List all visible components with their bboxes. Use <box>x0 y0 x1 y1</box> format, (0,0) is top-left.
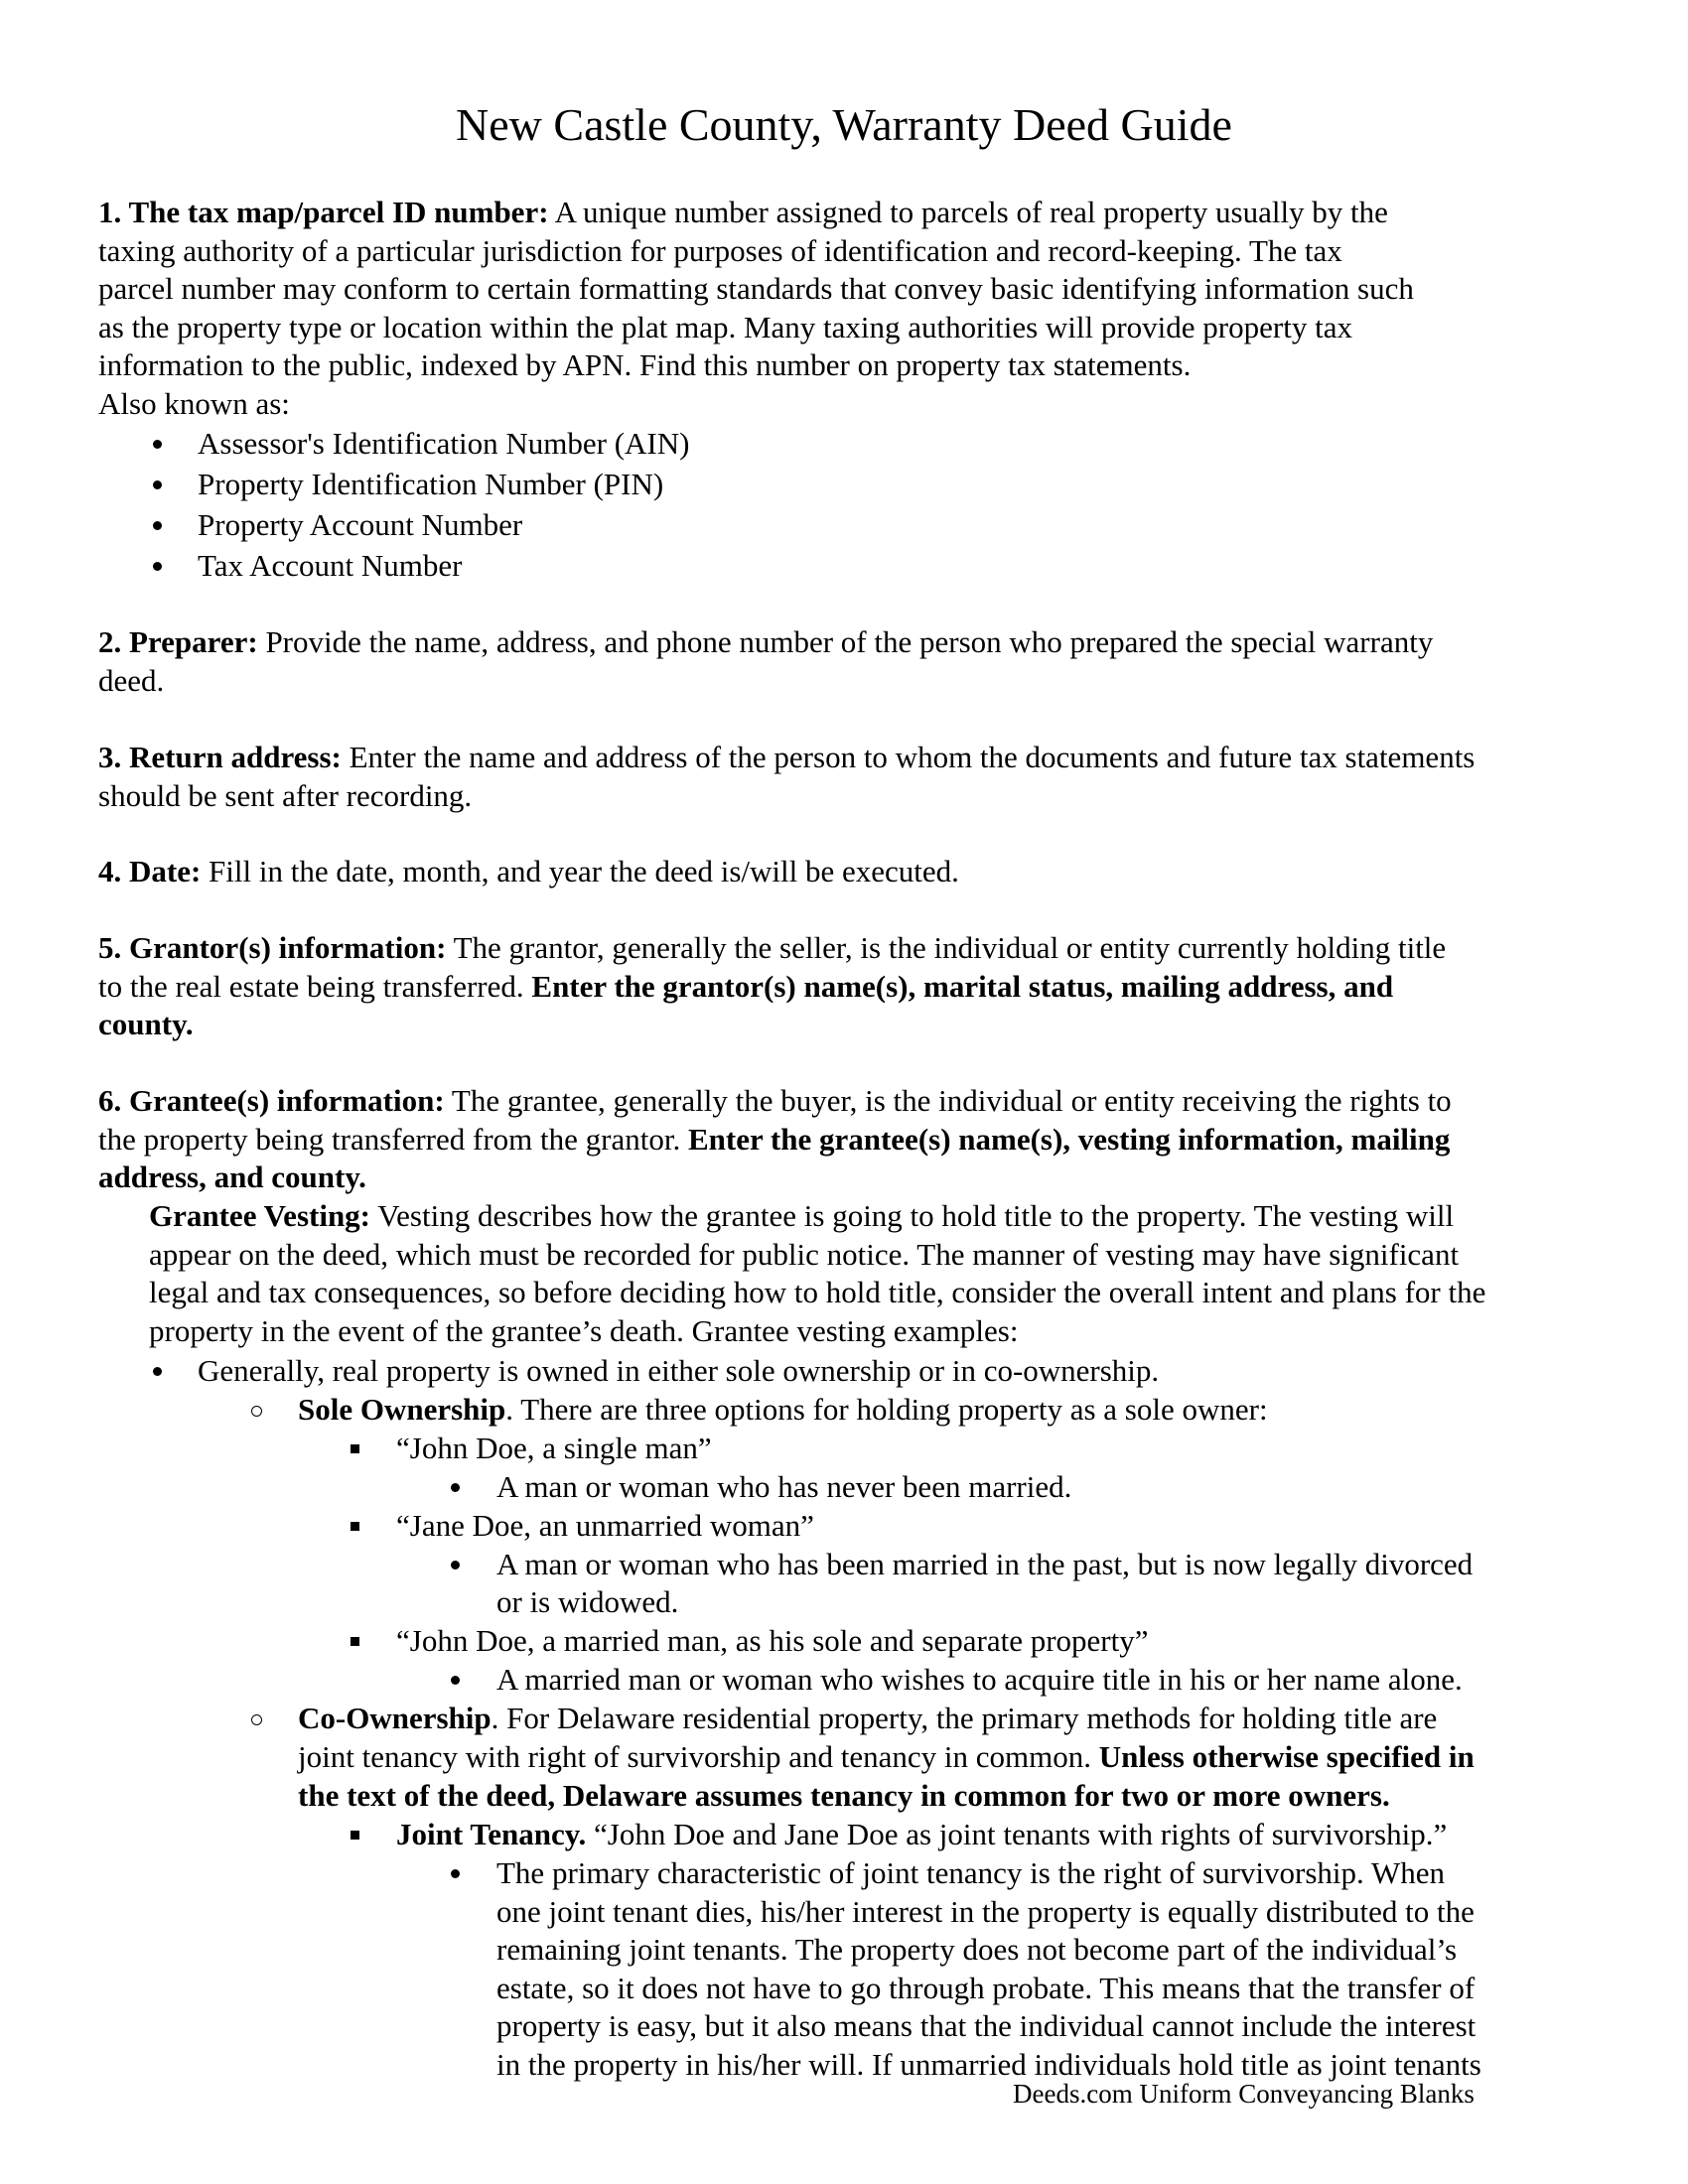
vesting-example: “John Doe, a married man, as his sole and separate property” <box>396 1623 1149 1658</box>
bullet-icon <box>153 1367 162 1376</box>
section-label: 2. Preparer: <box>98 624 258 659</box>
list-item: Tax Account Number <box>198 548 463 583</box>
page-footer: Deeds.com Uniform Conveyancing Blanks <box>1013 2079 1475 2109</box>
section-instruction: Enter the grantee(s) name(s), vesting information, mailing <box>687 1121 1451 1157</box>
section-text: deed. <box>98 662 165 698</box>
vesting-text: appear on the deed, which must be recorded for public notice. The manner of vesting may have significant <box>149 1236 1460 1272</box>
co-ownership-instruction: Unless otherwise specified in <box>1098 1739 1475 1774</box>
vesting-note: A man or woman who has never been married. <box>496 1469 1072 1504</box>
vesting-label: Grantee Vesting: <box>149 1198 371 1233</box>
bullet-icon <box>153 480 162 489</box>
vesting-example: “Jane Doe, an unmarried woman” <box>396 1508 814 1543</box>
section-tax-parcel-id <box>98 194 1588 423</box>
list-item: Assessor's Identification Number (AIN) <box>198 426 690 461</box>
note-line: in the property in his/her will. If unmarried individuals hold title as joint tenants <box>496 2046 1481 2082</box>
list-item-sole-ownership <box>298 1391 1268 1430</box>
section-text: The grantor, generally the seller, is the individual or entity currently holding title <box>446 930 1447 965</box>
section-text: parcel number may conform to certain formatting standards that convey basic identifying information such <box>98 271 1414 306</box>
section-preparer <box>98 623 1588 700</box>
square-bullet-icon <box>351 1444 359 1453</box>
vesting-text: Vesting describes how the grantee is going to hold title to the property. The vesting will <box>370 1198 1455 1233</box>
section-text: Enter the name and address of the person to whom the documents and future tax statements <box>341 740 1476 774</box>
co-ownership-line <box>298 1738 1475 1777</box>
note-line: The primary characteristic of joint tenancy is the right of survivorship. When <box>496 1855 1445 1890</box>
square-bullet-icon <box>351 1637 359 1646</box>
section-grantee-info <box>98 1082 1588 1197</box>
circle-bullet-icon <box>251 1714 262 1725</box>
circle-bullet-icon <box>251 1406 262 1417</box>
section-text: as the property type or location within the plat map. Many taxing authorities will provide property tax <box>98 309 1352 344</box>
section-grantor-info <box>98 929 1588 1044</box>
vesting-note: A man or woman who has been married in the past, but is now legally divorced <box>496 1547 1474 1581</box>
grantee-vesting <box>149 1197 1638 1350</box>
co-ownership-instruction: the text of the deed, Delaware assumes tenancy in common for two or more owners. <box>298 1778 1390 1813</box>
co-ownership-text: . For Delaware residential property, the primary methods for holding title are <box>491 1701 1438 1735</box>
list-item-joint-tenancy <box>396 1816 1447 1854</box>
section-text: the property being transferred from the grantor. <box>98 1121 688 1157</box>
co-ownership-label: Co-Ownership <box>298 1701 492 1735</box>
section-text: taxing authority of a particular jurisdiction for purposes of identification and record-keeping. The tax <box>98 232 1342 268</box>
vesting-note: or is widowed. <box>496 1584 679 1619</box>
list-item: Property Identification Number (PIN) <box>198 467 664 501</box>
joint-tenancy-label: Joint Tenancy. <box>396 1817 587 1851</box>
bullet-icon <box>153 562 162 571</box>
bullet-icon <box>153 440 162 449</box>
section-instruction: Enter the grantor(s) name(s), marital status, mailing address, and <box>531 968 1394 1004</box>
bullet-icon <box>451 1676 460 1685</box>
bullet-icon <box>153 521 162 530</box>
section-instruction: address, and county. <box>98 1160 366 1194</box>
section-instruction: county. <box>98 1007 194 1041</box>
list-item: Generally, real property is owned in either sole ownership or in co-ownership. <box>198 1353 1160 1388</box>
list-item-co-ownership <box>298 1700 1437 1738</box>
section-label: 6. Grantee(s) information: <box>98 1083 445 1118</box>
vesting-text: property in the event of the grantee’s death. Grantee vesting examples: <box>149 1312 1019 1348</box>
section-text: Provide the name, address, and phone number of the person who prepared the special warranty <box>257 624 1434 659</box>
sole-ownership-text: . There are three options for holding property as a sole owner: <box>505 1392 1268 1427</box>
vesting-text: legal and tax consequences, so before deciding how to hold title, consider the overall intent and plans for the <box>149 1275 1486 1309</box>
section-text: Fill in the date, month, and year the deed is/will be executed. <box>201 854 959 888</box>
vesting-example: “John Doe, a single man” <box>396 1431 712 1465</box>
note-line: estate, so it does not have to go through probate. This means that the transfer of <box>496 1970 1476 2005</box>
square-bullet-icon <box>351 1831 359 1840</box>
list-item: Property Account Number <box>198 507 523 542</box>
section-label: 5. Grantor(s) information: <box>98 930 447 965</box>
section-text: to the real estate being transferred. <box>98 968 532 1004</box>
section-text: A unique number assigned to parcels of real property usually by the <box>548 195 1388 229</box>
section-date <box>98 853 1588 891</box>
section-return-address <box>98 739 1588 815</box>
section-label: 1. The tax map/parcel ID number: <box>98 195 549 229</box>
section-text: The grantee, generally the buyer, is the individual or entity receiving the rights to <box>444 1083 1452 1118</box>
section-text: Also known as: <box>98 385 290 421</box>
note-line: one joint tenant dies, his/her interest in the property is equally distributed to the <box>496 1893 1475 1929</box>
vesting-note: A married man or woman who wishes to acquire title in his or her name alone. <box>496 1662 1463 1697</box>
note-line: remaining joint tenants. The property does not become part of the individual’s <box>496 1932 1458 1967</box>
co-ownership-text: joint tenancy with right of survivorship and tenancy in common. <box>298 1739 1099 1774</box>
sole-ownership-label: Sole Ownership <box>298 1392 506 1427</box>
joint-tenancy-note <box>496 1854 1638 2084</box>
bullet-icon <box>451 1483 460 1492</box>
section-text: should be sent after recording. <box>98 777 473 813</box>
note-line: property is easy, but it also means that the individual cannot include the interest <box>496 2008 1477 2043</box>
square-bullet-icon <box>351 1522 359 1531</box>
page-title: New Castle County, Warranty Deed Guide <box>456 99 1232 150</box>
section-text: information to the public, indexed by APN. Find this number on property tax statements. <box>98 347 1192 382</box>
section-label: 4. Date: <box>98 854 202 888</box>
joint-tenancy-text: “John Doe and Jane Doe as joint tenants with rights of survivorship.” <box>586 1817 1448 1851</box>
section-label: 3. Return address: <box>98 740 342 774</box>
bullet-icon <box>451 1869 460 1878</box>
bullet-icon <box>451 1561 460 1570</box>
